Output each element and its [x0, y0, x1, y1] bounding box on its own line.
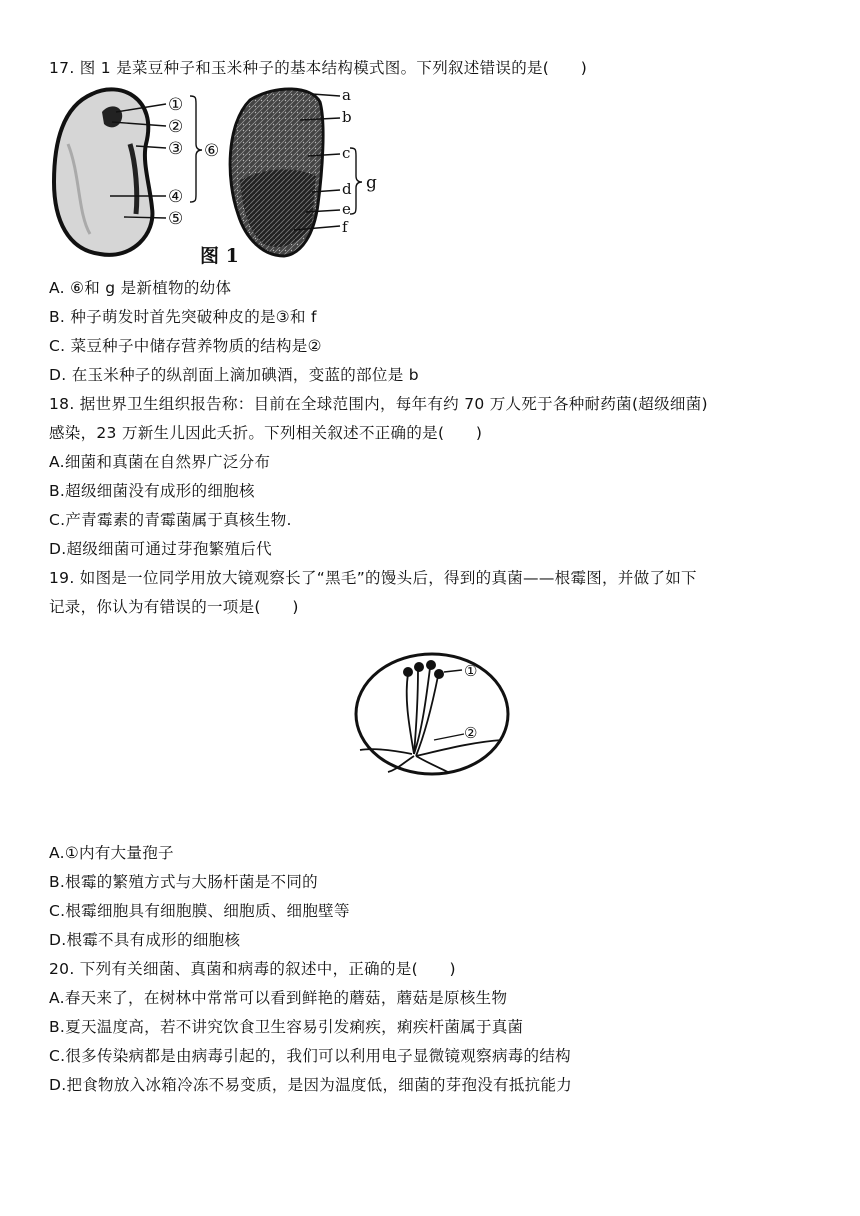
q19-option-c: C.根霉细胞具有细胞膜、细胞质、细胞壁等 [49, 902, 350, 920]
q18-stem-line-2: 感染，23 万新生儿因此夭折。下列相关叙述不正确的是( ) [49, 424, 483, 442]
q18-stem-line-1: 18. 据世界卫生组织报告称：目前在全球范围内，每年有约 70 万人死于各种耐药菌(超级细菌) [49, 395, 708, 413]
q19-stem-line-2: 记录，你认为有错误的一项是( ) [49, 598, 299, 616]
label-3: ③ [168, 139, 184, 159]
label-1: ① [168, 95, 184, 115]
q18-option-d: D.超级细菌可通过芽孢繁殖后代 [49, 540, 272, 558]
label-2: ② [168, 117, 184, 137]
label-4: ④ [168, 187, 184, 207]
q18-option-c: C.产青霉素的青霉菌属于真核生物. [49, 511, 292, 529]
label-c: c [342, 144, 351, 162]
bean-seed-drawing [54, 89, 152, 255]
rhizopus-label-2: ② [464, 724, 478, 742]
label-g: g [366, 173, 377, 193]
q20-option-c: C.很多传染病都是由病毒引起的，我们可以利用电子显微镜观察病毒的结构 [49, 1047, 571, 1065]
q17-option-d: D. 在玉米种子的纵剖面上滴加碘酒，变蓝的部位是 b [49, 366, 419, 384]
label-5: ⑤ [168, 209, 184, 229]
label-6: ⑥ [204, 141, 220, 161]
q17-stem: 17. 图 1 是菜豆种子和玉米种子的基本结构模式图。下列叙述错误的是( ) [49, 59, 588, 77]
q19-stem-line-1: 19. 如图是一位同学用放大镜观察长了“黑毛”的馒头后，得到的真菌——根霉图，并做了如下 [49, 569, 697, 587]
q20-option-a: A.春天来了，在树林中常常可以看到鲜艳的蘑菇，蘑菇是原核生物 [49, 989, 508, 1007]
corn-seed-drawing [230, 89, 323, 256]
q20-option-b: B.夏天温度高，若不讲究饮食卫生容易引发痢疾，痢疾杆菌属于真菌 [49, 1018, 524, 1036]
seed-structure-figure [50, 84, 390, 270]
q17-option-a: A. ⑥和 g 是新植物的幼体 [49, 279, 232, 297]
q18-option-a: A.细菌和真菌在自然界广泛分布 [49, 453, 271, 471]
q19-option-a: A.①内有大量孢子 [49, 844, 174, 862]
figure-caption: 图 1 [200, 245, 239, 267]
label-b: b [342, 108, 352, 126]
q17-option-b: B. 种子萌发时首先突破种皮的是③和 f [49, 308, 317, 326]
rhizopus-label-1: ① [464, 662, 478, 680]
label-e: e [342, 200, 351, 218]
label-a: a [342, 86, 351, 104]
q20-option-d: D.把食物放入冰箱冷冻不易变质，是因为温度低，细菌的芽孢没有抵抗能力 [49, 1076, 573, 1094]
q20-stem: 20. 下列有关细菌、真菌和病毒的叙述中，正确的是( ) [49, 960, 456, 978]
q18-option-b: B.超级细菌没有成形的细胞核 [49, 482, 255, 500]
q19-option-d: D.根霉不具有成形的细胞核 [49, 931, 241, 949]
q17-option-c: C. 菜豆种子中储存营养物质的结构是② [49, 337, 322, 355]
label-d: d [342, 180, 352, 198]
label-f: f [342, 218, 348, 236]
q19-option-b: B.根霉的繁殖方式与大肠杆菌是不同的 [49, 873, 318, 891]
rhizopus-figure [352, 650, 512, 778]
